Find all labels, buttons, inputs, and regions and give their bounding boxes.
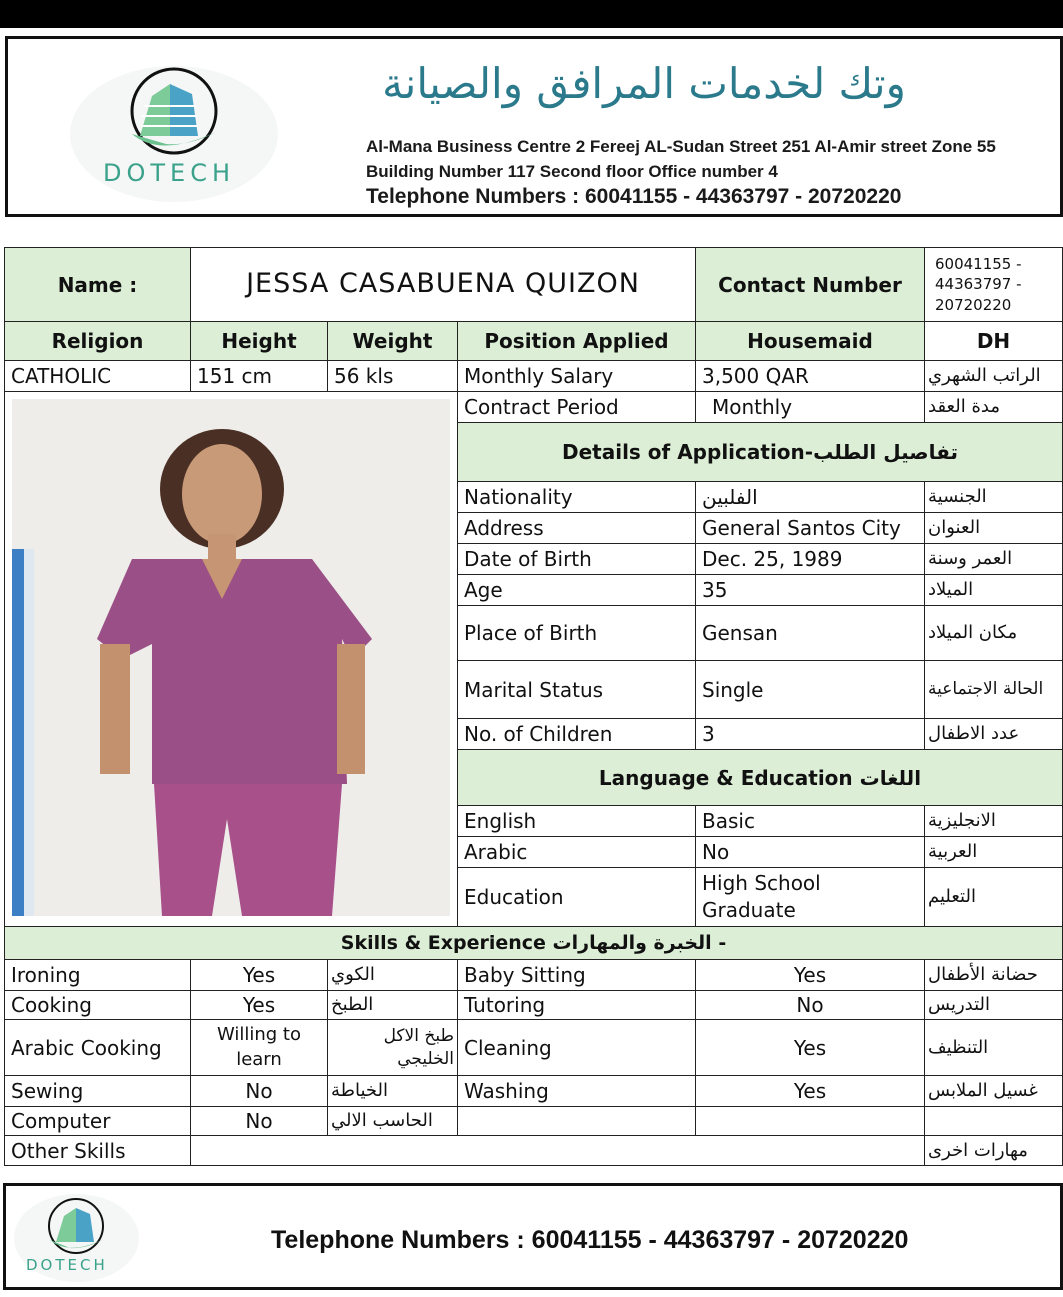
skill-value: No [190,1106,328,1136]
skill-arabic: الحاسب الالي [327,1106,458,1136]
language-row-value: Basic [695,805,925,837]
skill-value: Yes [695,959,925,991]
empty-cell [924,1106,1063,1136]
contract-value: Monthly [695,391,925,423]
address-line-2: Building Number 117 Second floor Office number 4 [366,162,778,181]
details-title: Details of Application-تفاصيل الطلب [457,422,1063,482]
footer-logo-text: DOTECH [26,1256,108,1274]
other-skills-label: Other Skills [4,1135,191,1166]
details-row-value: الفلبين [695,481,925,513]
candidate-photo [12,399,450,916]
footer [3,1183,1063,1290]
skill-label: Washing [457,1075,696,1107]
skill-label: Ironing [4,959,191,991]
language-row-label: English [457,805,696,837]
name-label: Name : [4,247,191,322]
details-row-value: 3 [695,718,925,750]
language-row-arabic: الانجليزية [924,805,1063,837]
language-row-value: High School Graduate [695,867,925,927]
language-row-label: Arabic [457,836,696,868]
skill-arabic: التدريس [924,990,1063,1020]
skill-arabic: غسيل الملابس [924,1075,1063,1107]
details-row-arabic: عدد الاطفال [924,718,1063,750]
details-row-label: Address [457,512,696,544]
details-row-value: Dec. 25, 1989 [695,543,925,575]
skill-label: Tutoring [457,990,696,1020]
details-row-value: General Santos City [695,512,925,544]
company-arabic-name: وتك لخدمات المرافق والصيانة [382,59,906,108]
skill-value: Yes [695,1075,925,1107]
other-skills-value [190,1135,925,1166]
details-row-arabic: مكان الميلاد [924,605,1063,661]
details-row-label: Age [457,574,696,606]
logo-text: DOTECH [103,159,235,187]
details-row-arabic: العمر وسنة [924,543,1063,575]
skill-arabic: الخياطة [327,1075,458,1107]
skill-arabic: الطبخ [327,990,458,1020]
details-row-value: Single [695,660,925,719]
position-code: DH [924,321,1063,361]
position-value: Housemaid [695,321,925,361]
language-row-value: No [695,836,925,868]
empty-cell [695,1106,925,1136]
skill-value: No [695,990,925,1020]
header-telephone: Telephone Numbers : 60041155 - 44363797 - 20720220 [366,185,902,208]
language-title: Language & Education اللغات [457,749,1063,806]
details-row-label: Nationality [457,481,696,513]
skill-value: No [190,1075,328,1107]
details-row-label: No. of Children [457,718,696,750]
language-row-arabic: العربية [924,836,1063,868]
skill-arabic: التنظيف [924,1019,1063,1076]
details-row-arabic: العنوان [924,512,1063,544]
weight-value: 56 kls [327,360,458,392]
skill-label: Cooking [4,990,191,1020]
top-black-bar [0,0,1063,28]
other-skills-arabic: مهارات اخرى [924,1135,1063,1166]
skill-value: Yes [695,1019,925,1076]
letterhead [5,36,1063,217]
footer-telephone: Telephone Numbers : 60041155 - 44363797 - 20720220 [271,1226,909,1254]
skill-label: Computer [4,1106,191,1136]
religion-label: Religion [4,321,191,361]
salary-value: 3,500 QAR [695,360,925,392]
skill-arabic: حضانة الأطفال [924,959,1063,991]
details-row-label: Marital Status [457,660,696,719]
skills-title: Skills & Experience الخبرة والمهارات - [4,926,1063,960]
language-row-arabic: التعليم [924,867,1063,927]
religion-value: CATHOLIC [4,360,191,392]
details-row-label: Place of Birth [457,605,696,661]
salary-arabic: الراتب الشهري [924,360,1063,392]
skill-label: Cleaning [457,1019,696,1076]
details-row-arabic: الحالة الاجتماعية [924,660,1063,719]
contract-label: Contract Period [457,391,696,423]
details-row-value: Gensan [695,605,925,661]
empty-cell [457,1106,696,1136]
contact-value: 60041155 - 44363797 - 20720220 [924,247,1063,322]
skill-label: Sewing [4,1075,191,1107]
contact-label: Contact Number [695,247,925,322]
skill-arabic: طبخ الاكل الخليجي [327,1019,458,1076]
details-row-arabic: الميلاد [924,574,1063,606]
details-row-arabic: الجنسية [924,481,1063,513]
skill-value: Willing to learn [190,1019,328,1076]
details-row-label: Date of Birth [457,543,696,575]
weight-label: Weight [327,321,458,361]
address-line-1: Al-Mana Business Centre 2 Fereej AL-Sudan Street 251 Al-Amir street Zone 55 [366,137,996,156]
skill-value: Yes [190,990,328,1020]
salary-label: Monthly Salary [457,360,696,392]
language-row-label: Education [457,867,696,927]
details-row-value: 35 [695,574,925,606]
skill-arabic: الكوي [327,959,458,991]
height-label: Height [190,321,328,361]
skill-label: Baby Sitting [457,959,696,991]
height-value: 151 cm [190,360,328,392]
skill-value: Yes [190,959,328,991]
skill-label: Arabic Cooking [4,1019,191,1076]
position-label: Position Applied [457,321,696,361]
contract-arabic: مدة العقد [924,391,1063,423]
candidate-name: JESSA CASABUENA QUIZON [190,247,696,322]
